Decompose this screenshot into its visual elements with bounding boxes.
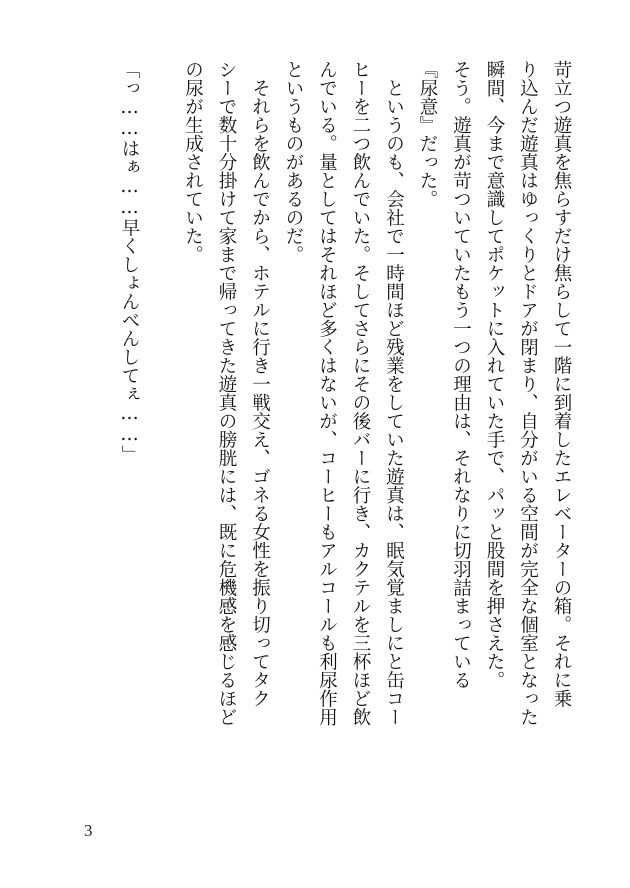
dialogue-line: 「っ……はぁ……早くしょんべんしてぇ……」: [119, 60, 140, 464]
text-line-2: り込んだ遊真はゆっくりとドアが閉まり、自分がいる空間が完全な個室となった: [517, 60, 539, 726]
vertical-text-body: [105, 60, 571, 800]
text-line-7: ヒーを二つ飲んでいた。そしてさらにその後バーに行き、カクテルを三杯ほど飲: [350, 60, 371, 726]
text-line-11: シーで数十分掛けて家まで帰ってきた遊真の膀胱には、既に危機感を感じるほど: [216, 60, 237, 726]
text-line-4: そう。遊真が苛ついていたもう一つの理由は、それなりに切羽詰まっている: [450, 60, 472, 689]
text-line-9: というものがあるのだ。: [283, 60, 304, 264]
text-line-8: んでいる。量としてはそれほど多くはないが、コーヒーもアルコールも利尿作用: [316, 60, 338, 726]
text-line-6: というのも、会社で一時間ほど残業をしていた遊真は、眠気覚ましにと缶コー: [383, 60, 405, 726]
text-line-1: 苛立つ遊真を焦らすだけ焦らして一階に到着したエレベーターの箱。それに乗: [551, 60, 572, 708]
text-line-12: の尿が生成されていた。: [182, 60, 204, 264]
text-line-3: 瞬間、今まで意識してポケットに入れていた手で、パッと股間を押さえた。: [484, 60, 505, 689]
text-line-5: 『尿意』だった。: [417, 60, 438, 208]
page-number: 3: [84, 821, 93, 840]
text-line-10: それらを飲んでから、ホテルに行き一戦交え、ゴネる女性を振り切ってタク: [249, 60, 271, 708]
